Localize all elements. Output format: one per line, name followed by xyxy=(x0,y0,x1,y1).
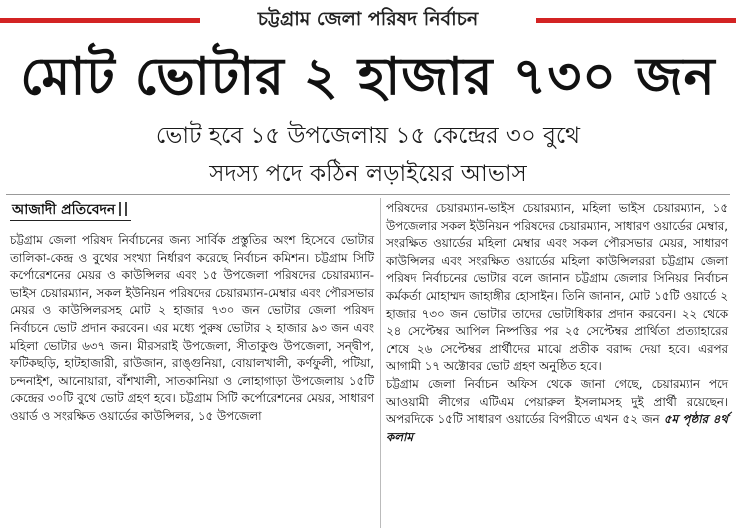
kicker: চট্টগ্রাম জেলা পরিষদ নির্বাচন xyxy=(257,8,479,30)
kicker-bar-right xyxy=(536,18,736,23)
headline: মোট ভোটার ২ হাজার ৭৩০ জন xyxy=(20,47,716,107)
subheadline-2: সদস্য পদে কঠিন লড়াইয়ের আভাস xyxy=(209,161,527,187)
byline xyxy=(10,200,131,221)
left-paragraph-1: চট্টগ্রাম জেলা পরিষদ নির্বাচনের জন্য সার্বিক প্রস্তুতির অংশ হিসেবে ভোটার তালিকা-কেন্দ্র ও বুথের সংখ্যা নির্ধারণ করেছে নির্বাচন কমিশন। চট্টগ্রাম সিটি কর্পোরেশনের মেয়র ও কাউন্সিলর এবং ১৫ উপজেলা পরিষদের চেয়ারম্যান-ভাইস চেয়ারম্যান, সকল ইউনিয়ন পরিষদের চেয়ারম্যান-মেম্বার এবং পৌরসভার মেয়র ও কাউন্সিলরসহ মোট ২ হাজার ৭৩০ জন ভোটার জেলা পরিষদ নির্বাচনে ভোট প্রদান করবেন। এর মধ্যে পুরুষ ভোটার ২ হাজার ৯৩ জন এবং মহিলা ভোটার ৬৩৭ জন। মীরসরাই উপজেলা, সীতাকুণ্ড উপজেলা, সন্দ্বীপ, ফটিকছড়ি, হাটহাজারী, রাউজান, রাঙ্গুনিয়া, বোয়ালখালী, কর্ণফুলী, পটিয়া, চন্দনাইশ, আনোয়ারা, বাঁশখালী, সাতকানিয়া ও লোহাগাড়া উপজেলায় ১৫টি কেন্দ্রের ৩০টি বুথে ভোট গ্রহণ হবে। চট্টগ্রাম সিটি কর্পোরেশনের মেয়র, সাধারণ ওয়ার্ড ও সংরক্ষিত ওয়ার্ডের কাউন্সিলর, ১৫ উপজেলা xyxy=(10,233,374,423)
continued-link[interactable]: ৫ম পৃষ্ঠার ৪র্থ কলাম xyxy=(386,412,728,444)
byline-text: আজাদী প্রতিবেদন xyxy=(12,202,116,218)
subheadline-1: ভোট হবে ১৫ উপজেলায় ১৫ কেন্দ্রের ৩০ বুথে xyxy=(155,123,581,149)
header-divider xyxy=(6,194,730,195)
kicker-bar-left xyxy=(0,18,200,23)
byline-mark-icon xyxy=(119,202,127,216)
column-rule xyxy=(380,198,381,528)
right-paragraph-2-text: চট্টগ্রাম জেলা নির্বাচন অফিস থেকে জানা গেছে, চেয়ারম্যান পদে আওয়ামী লীগের এটিএম পেয়ারুল ইসলামসহ দুই প্রার্থী রয়েছেন। অপরদিকে ১৫টি সাধারণ ওয়ার্ডের বিপরীতে এখন ৫২ জন xyxy=(386,376,728,427)
kicker-row xyxy=(0,6,736,32)
right-paragraph-2 xyxy=(386,376,728,446)
right-column xyxy=(386,200,728,446)
left-column xyxy=(10,232,374,426)
right-paragraph-1: পরিষদের চেয়ারম্যান-ভাইস চেয়ারম্যান, মহিলা ভাইস চেয়ারম্যান, ১৫ উপজেলার সকল ইউনিয়ন পরিষদের চেয়ারম্যান, সাধারণ ওয়ার্ডের মেম্বার, সংরক্ষিত ওয়ার্ডের মহিলা মেম্বার এবং সকল পৌরসভার মেয়র, সাধারণ কাউন্সিলর এবং সংরক্ষিত ওয়ার্ডের মহিলা কাউন্সিলররা চট্টগ্রাম জেলা পরিষদ নির্বাচনের ভোটার বলে জানান চট্টগ্রাম জেলার সিনিয়র নির্বাচন কর্মকর্তা মোহাম্মদ জাহাঙ্গীর হোসাইন। তিনি জানান, মোট ১৫টি ওয়ার্ডে ২ হাজার ৭৩০ জন ভোটার তাদের ভোটাধিকার প্রদান করবেন। ২২ থেকে ২৪ সেপ্টেম্বর আপিল নিষ্পত্তির পর ২৫ সেপ্টেম্বর প্রার্থিতা প্রত্যাহারের শেষে ২৬ সেপ্টেম্বর প্রার্থীদের মাঝে প্রতীক বরাদ্দ দেয়া হবে। এরপর আগামী ১৭ অক্টোবর ভোট গ্রহণ অনুষ্ঠিত হবে। xyxy=(386,201,728,374)
